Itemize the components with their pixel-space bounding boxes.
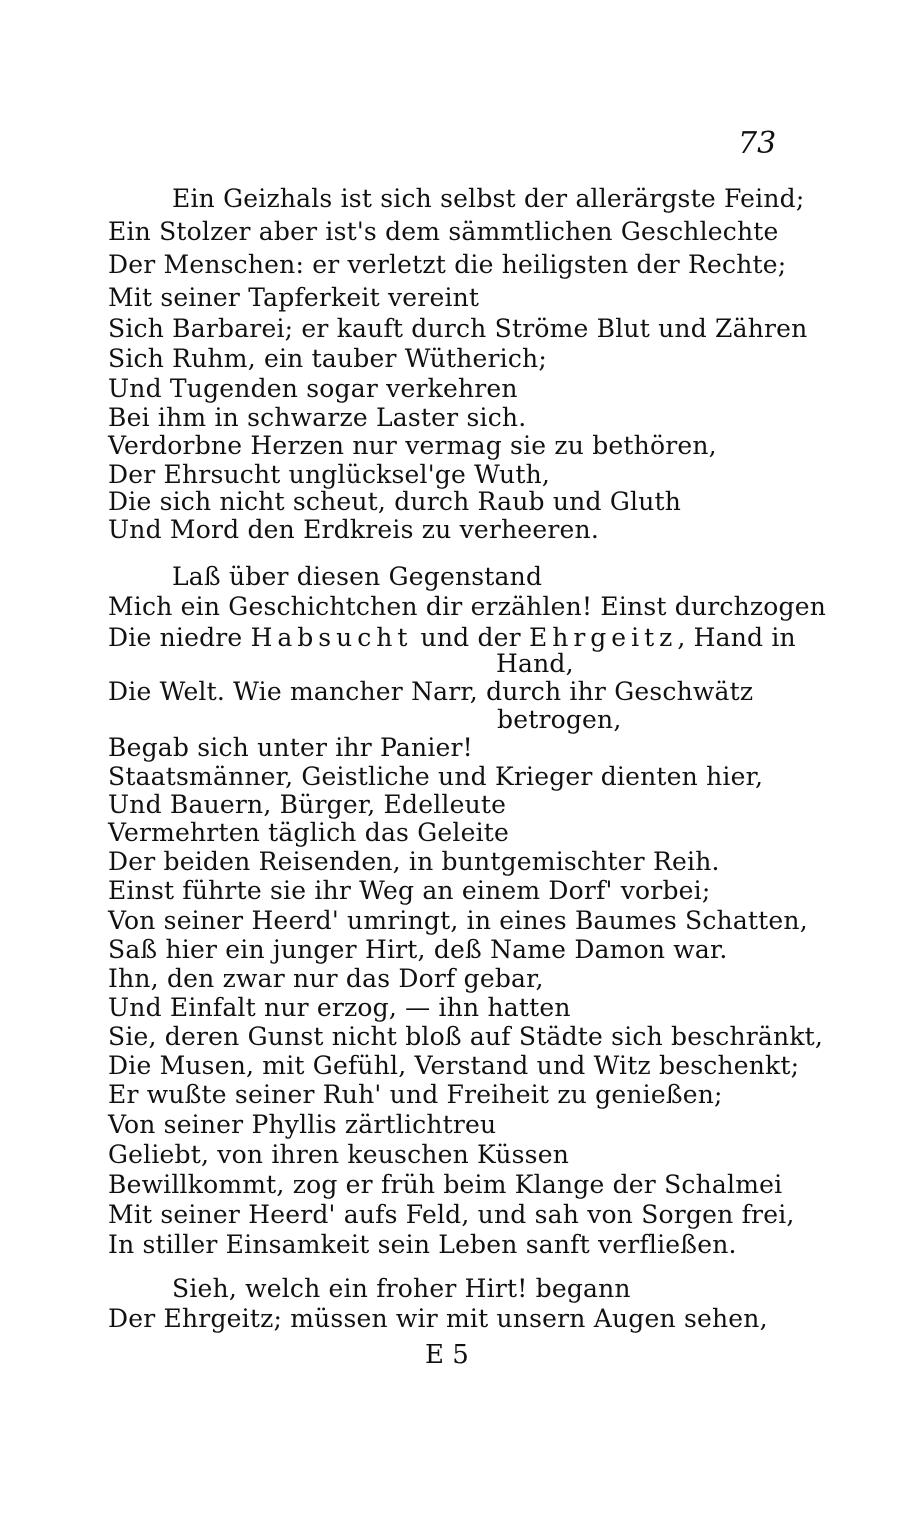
poem-line-continuation: Hand, — [496, 649, 574, 678]
poem-line: Ein Geizhals ist sich selbst der allerärgste Feind; — [172, 184, 805, 213]
poem-line: Sieh, welch ein froher Hirt! begann — [172, 1274, 631, 1303]
emphasized-word: Habsucht — [250, 623, 413, 652]
poem-line: Die sich nicht scheut, durch Raub und Gluth — [108, 487, 682, 516]
poem-line: Der Ehrgeitz; müssen wir mit unsern Augen sehen, — [108, 1304, 768, 1333]
poem-line — [108, 623, 796, 652]
poem-line: Und Mord den Erdkreis zu verheeren. — [108, 515, 599, 544]
poem-line: Sich Barbarei; er kauft durch Ströme Blut und Zähren — [108, 314, 808, 343]
poem-line: Der Menschen: er verletzt die heiligsten der Rechte; — [108, 250, 787, 279]
poem-line: Mich ein Geschichtchen dir erzählen! Einst durchzogen — [108, 592, 827, 621]
poem-line: Bewillkommt, zog er früh beim Klange der Schalmei — [108, 1170, 783, 1199]
poem-text: Die niedre — [108, 623, 251, 652]
poem-line: Von seiner Phyllis zärtlichtreu — [108, 1110, 497, 1139]
poem-line: In stiller Einsamkeit sein Leben sanft verfließen. — [108, 1230, 737, 1259]
poem-line: Sich Ruhm, ein tauber Wütherich; — [108, 344, 547, 373]
poem-text: , Hand in — [677, 623, 796, 652]
poem-line: Der beiden Reisenden, in buntgemischter Reih. — [108, 847, 720, 876]
poem-line: Er wußte seiner Ruh' und Freiheit zu genießen; — [108, 1080, 723, 1109]
poem-line: Staatsmänner, Geistliche und Krieger dienten hier, — [108, 762, 764, 791]
poem-line: Vermehrten täglich das Geleite — [108, 818, 510, 847]
poem-line: Mit seiner Tapferkeit vereint — [108, 283, 480, 312]
poem-line: Der Ehrsucht unglücksel'ge Wuth, — [108, 460, 551, 489]
poem-line-continuation: betrogen, — [497, 705, 622, 734]
poem-line: Laß über diesen Gegenstand — [172, 562, 543, 591]
poem-line: Geliebt, von ihren keuschen Küssen — [108, 1140, 570, 1169]
poem-line: Und Tugenden sogar verkehren — [108, 374, 518, 403]
poem-line: Bei ihm in schwarze Laster sich. — [108, 403, 527, 432]
poem-line: Und Bauern, Bürger, Edelleute — [108, 790, 507, 819]
poem-line: Sie, deren Gunst nicht bloß auf Städte sich beschränkt, — [108, 1022, 824, 1051]
signature-mark: E 5 — [425, 1340, 469, 1370]
poem-line: Die Welt. Wie mancher Narr, durch ihr Geschwätz — [108, 677, 754, 706]
poem-text: und der — [412, 623, 529, 652]
poem-line: Verdorbne Herzen nur vermag sie zu bethören, — [108, 431, 717, 460]
poem-line: Saß hier ein junger Hirt, deß Name Damon war. — [108, 935, 728, 964]
poem-line: Die Musen, mit Gefühl, Verstand und Witz beschenkt; — [108, 1051, 800, 1080]
poem-line: Begab sich unter ihr Panier! — [108, 733, 473, 762]
poem-line: Mit seiner Heerd' aufs Feld, und sah von Sorgen frei, — [108, 1200, 795, 1229]
poem-line: Von seiner Heerd' umringt, in eines Baumes Schatten, — [108, 906, 808, 935]
poem-line: Einst führte sie ihr Weg an einem Dorf' vorbei; — [108, 876, 711, 905]
poem-line: Ein Stolzer aber ist's dem sämmtlichen Geschlechte — [108, 217, 779, 246]
emphasized-word: Ehrgeitz — [528, 623, 678, 652]
poem-line: Ihn, den zwar nur das Dorf gebar, — [108, 964, 544, 993]
page-number: 73 — [738, 126, 777, 161]
poem-line: Und Einfalt nur erzog, — ihn hatten — [108, 993, 571, 1022]
